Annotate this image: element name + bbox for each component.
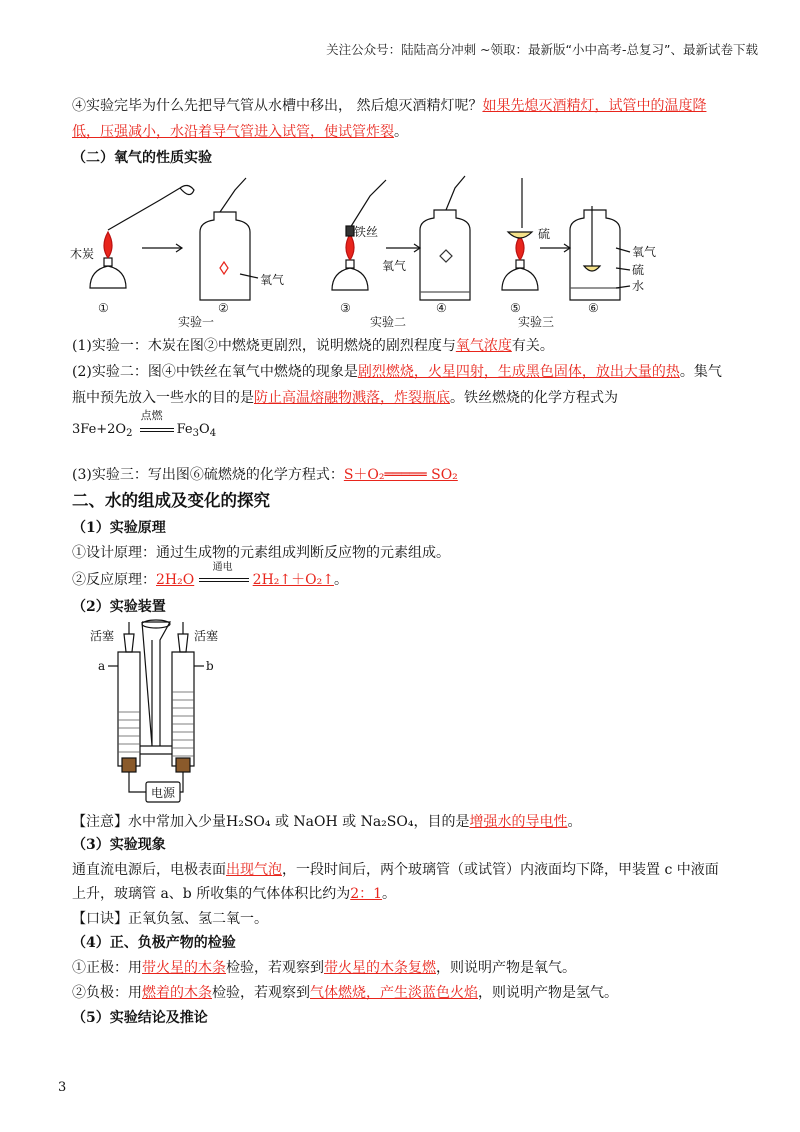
q4-end: 。 [394,124,408,140]
test-neg-answer1: 燃着的木条 [142,985,212,1001]
principle-line1: ①设计原理：通过生成物的元素组成判断反应物的元素组成。 [72,545,450,561]
principle-line2 [72,562,348,590]
label-b: b [206,659,214,673]
label-exp3: 实验三 [518,315,555,329]
alcohol-lamp-3 [332,234,368,290]
gas-bottle-6 [570,206,620,300]
oxygen-experiments-figure [70,170,690,330]
label-n4: ④ [436,301,447,315]
label-water: 水 [632,279,645,293]
label-n2: ② [218,301,229,315]
phenomenon-answer2: 2：1 [350,886,383,902]
eq1-sub: 2 [126,428,133,439]
section-water-title: 二、水的组成及变化的探究 [72,491,270,510]
phenomenon-text1b: ，一段时间后，两个玻璃管（或试管）内液面均下降，甲装置 c 中液面 [282,862,719,878]
q4-answer-b: 低，压强减小，水沿着导气管进入试管，使试管炸裂 [72,124,394,140]
test-positive [72,958,576,978]
label-valve-left: 活塞 [90,629,115,643]
phenomenon-title: （3）实验现象 [72,837,166,853]
exp2-text2: 瓶中预先放入一些水的目的是 [72,390,254,406]
test-pos-answer1: 带火星的木条 [142,960,226,976]
test-title: （4）正、负极产物的检验 [72,935,236,951]
label-exp1: 实验一 [178,315,215,329]
note-end: 。 [567,814,582,830]
phenomenon-end: 。 [382,886,397,902]
test-pos-answer2: 带火星的木条复燃 [324,960,436,976]
exp2-line2 [72,388,618,408]
principle-arrow [199,562,253,590]
apparatus-title: （2）实验装置 [72,599,166,615]
tongs-1 [108,188,180,230]
label-valve-right: 活塞 [194,629,219,643]
q4-question: ④实验完毕为什么先把导气管从水槽中移出， 然后熄灭酒精灯呢？ [72,98,483,114]
exp2-line1 [72,362,722,382]
principle-eq-left: 2H₂O [156,572,195,588]
q4-line2 [72,122,408,142]
test-pos-a: ①正极：用 [72,960,142,976]
note-prefix: 【注意】水中常加入少量H₂SO₄ 或 NaOH 或 Na₂SO₄，目的是 [72,814,470,830]
gas-bottle-2 [200,178,250,300]
label-charcoal: 木炭 [70,247,95,261]
q4-answer-a: 如果先熄灭酒精灯，试管中的温度降 [482,98,707,114]
eq1-right: Fe [176,422,193,437]
principle-condition: 通电 [212,562,233,573]
eq1-arrow [137,409,177,440]
exp2-end2: 。铁丝燃烧的化学方程式为 [450,390,618,406]
label-oxygen-3: 氧气 [632,245,657,259]
test-neg-c: ，则说明产物是氢气。 [478,985,618,1001]
label-n1: ① [98,301,109,315]
label-oxygen-1: 氧气 [260,273,285,287]
phenomenon-answer1: 出现气泡 [226,862,282,878]
eq1-sub3: 4 [209,428,217,439]
principle-title: （1）实验原理 [72,520,166,536]
exp3-answer: S＋O₂═════ SO₂ [343,467,458,483]
exp2-text: (2)实验二：图④中铁丝在氧气中燃烧的现象是 [72,364,358,380]
exp1-line [72,336,554,356]
note-answer: 增强水的导电性 [469,814,568,830]
page-number: 3 [58,1080,67,1095]
eq1-condition: 点燃 [140,409,163,422]
test-pos-b: 检验，若观察到 [226,960,324,976]
conclusion-title: （5）实验结论及推论 [72,1010,208,1026]
note-line [72,812,581,832]
label-exp2: 实验二 [370,315,407,329]
test-neg-b: 检验，若观察到 [212,985,310,1001]
section-oxygen-title: （二）氧气的性质实验 [72,150,212,166]
exp1-end: 有关。 [511,338,554,354]
phenomenon-line1 [72,860,719,880]
exp2-answer2: 防止高温熔融物溅落，炸裂瓶底 [254,390,450,406]
label-sulfur-2: 硫 [632,263,645,277]
test-pos-c: ，则说明产物是氧气。 [436,960,576,976]
label-n5: ⑤ [510,301,521,315]
principle-eq-right: 2H₂↑＋O₂↑ [252,572,334,588]
exp3-text: (3)实验三：写出图⑥硫燃烧的化学方程式： [72,467,344,483]
principle-end: 。 [333,572,348,588]
label-n3: ③ [340,301,351,315]
exp2-end: 。集气 [679,364,722,380]
phenomenon-text1a: 通直流电源后，电极表面 [72,862,226,878]
q4-line1 [72,96,706,116]
alcohol-lamp-5 [502,236,538,290]
exp1-text: (1)实验一：木炭在图②中燃烧更剧烈，说明燃烧的剧烈程度与 [72,338,456,354]
test-neg-a: ②负极：用 [72,985,142,1001]
label-n6: ⑥ [588,301,599,315]
exp2-answer: 剧烈燃烧，火星四射，生成黑色固体，放出大量的热 [357,364,680,380]
test-negative [72,983,618,1003]
eq1-o: O [199,422,210,437]
page-header: 关注公众号：陆陆高分冲刺 ~领取：最新版“小中高考-总复习”、最新试卷下载 [326,42,758,57]
phenomenon-line2 [72,884,396,904]
exp1-answer: 氧气浓度 [455,338,512,354]
electrolysis-apparatus [90,616,240,808]
label-sulfur: 硫 [538,227,551,241]
principle-prefix: ②反应原理： [72,572,156,588]
label-a: a [98,659,106,673]
label-power: 电源 [151,786,176,800]
test-neg-answer2: 气体燃烧，产生淡蓝色火焰 [310,985,478,1001]
label-iron-wire: 铁丝 [354,225,379,239]
alcohol-lamp-1 [90,232,126,288]
eq1-left: 3Fe+2O [72,422,127,437]
exp3-line [72,465,458,485]
gas-bottle-4 [420,176,470,300]
label-oxygen-2: 氧气 [382,259,407,273]
mnemonic: 【口诀】正氧负氢、氢二氧一。 [72,911,268,927]
phenomenon-text2a: 上升，玻璃管 a、b 所收集的气体体积比约为 [72,886,351,902]
eq1-sub2: 3 [192,428,200,439]
iron-equation [72,409,217,444]
